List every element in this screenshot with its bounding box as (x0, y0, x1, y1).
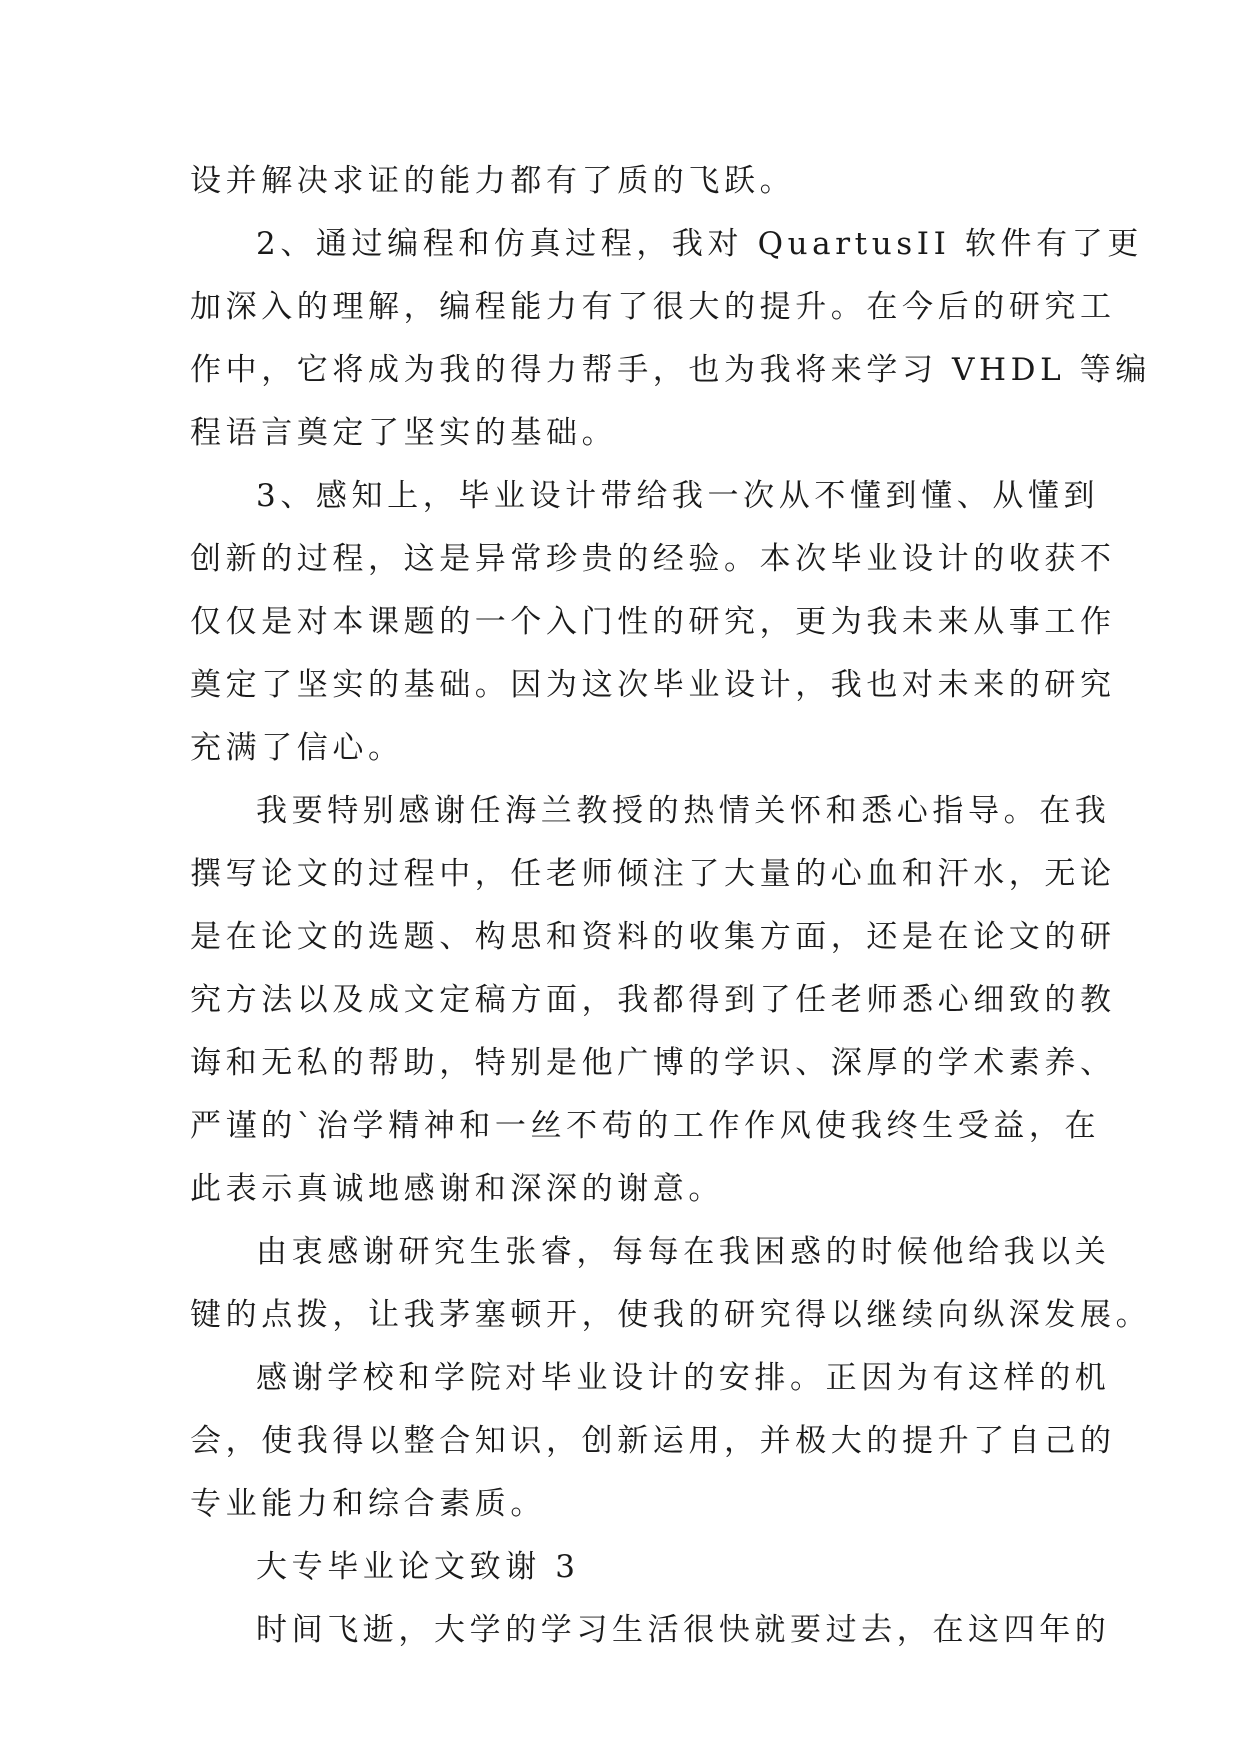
document-body (190, 150, 1152, 1662)
text-line: 感谢学校和学院对毕业设计的安排。正因为有这样的机 (256, 1360, 1111, 1396)
text-line: 大专毕业论文致谢 3 (256, 1549, 580, 1585)
text-line: 时间飞逝，大学的学习生活很快就要过去，在这四年的 (256, 1612, 1111, 1648)
text-line: 3、感知上，毕业设计带给我一次从不懂到懂、从懂到 (256, 478, 1100, 514)
text-line: 撰写论文的过程中，任老师倾注了大量的心血和汗水，无论 (190, 856, 1116, 892)
text-line: 专业能力和综合素质。 (190, 1486, 546, 1522)
text-line: 键的点拨，让我茅塞顿开，使我的研究得以继续向纵深发展。 (190, 1297, 1152, 1333)
text-line: 诲和无私的帮助，特别是他广博的学识、深厚的学术素养、 (190, 1045, 1116, 1081)
text-line: 程语言奠定了坚实的基础。 (190, 415, 618, 451)
text-line: 作中，它将成为我的得力帮手，也为我将来学习 VHDL 等编 (190, 352, 1151, 388)
text-line: 此表示真诚地感谢和深深的谢意。 (190, 1171, 724, 1207)
text-line: 充满了信心。 (190, 730, 404, 766)
text-line: 仅仅是对本课题的一个入门性的研究，更为我未来从事工作 (190, 604, 1116, 640)
text-line: 会，使我得以整合知识，创新运用，并极大的提升了自己的 (190, 1423, 1116, 1459)
text-line: 加深入的理解，编程能力有了很大的提升。在今后的研究工 (190, 289, 1116, 325)
text-line: 由衷感谢研究生张睿，每每在我困惑的时候他给我以关 (256, 1234, 1111, 1270)
text-line: 创新的过程，这是异常珍贵的经验。本次毕业设计的收获不 (190, 541, 1116, 577)
text-line: 设并解决求证的能力都有了质的飞跃。 (190, 163, 796, 199)
text-line: 究方法以及成文定稿方面，我都得到了任老师悉心细致的教 (190, 982, 1116, 1018)
text-line: 奠定了坚实的基础。因为这次毕业设计，我也对未来的研究 (190, 667, 1116, 703)
text-line: 我要特别感谢任海兰教授的热情关怀和悉心指导。在我 (256, 793, 1111, 829)
text-line: 2、通过编程和仿真过程，我对 QuartusII 软件有了更 (256, 226, 1143, 262)
text-line: 严谨的`治学精神和一丝不苟的工作作风使我终生受益，在 (190, 1108, 1101, 1144)
text-line: 是在论文的选题、构思和资料的收集方面，还是在论文的研 (190, 919, 1116, 955)
